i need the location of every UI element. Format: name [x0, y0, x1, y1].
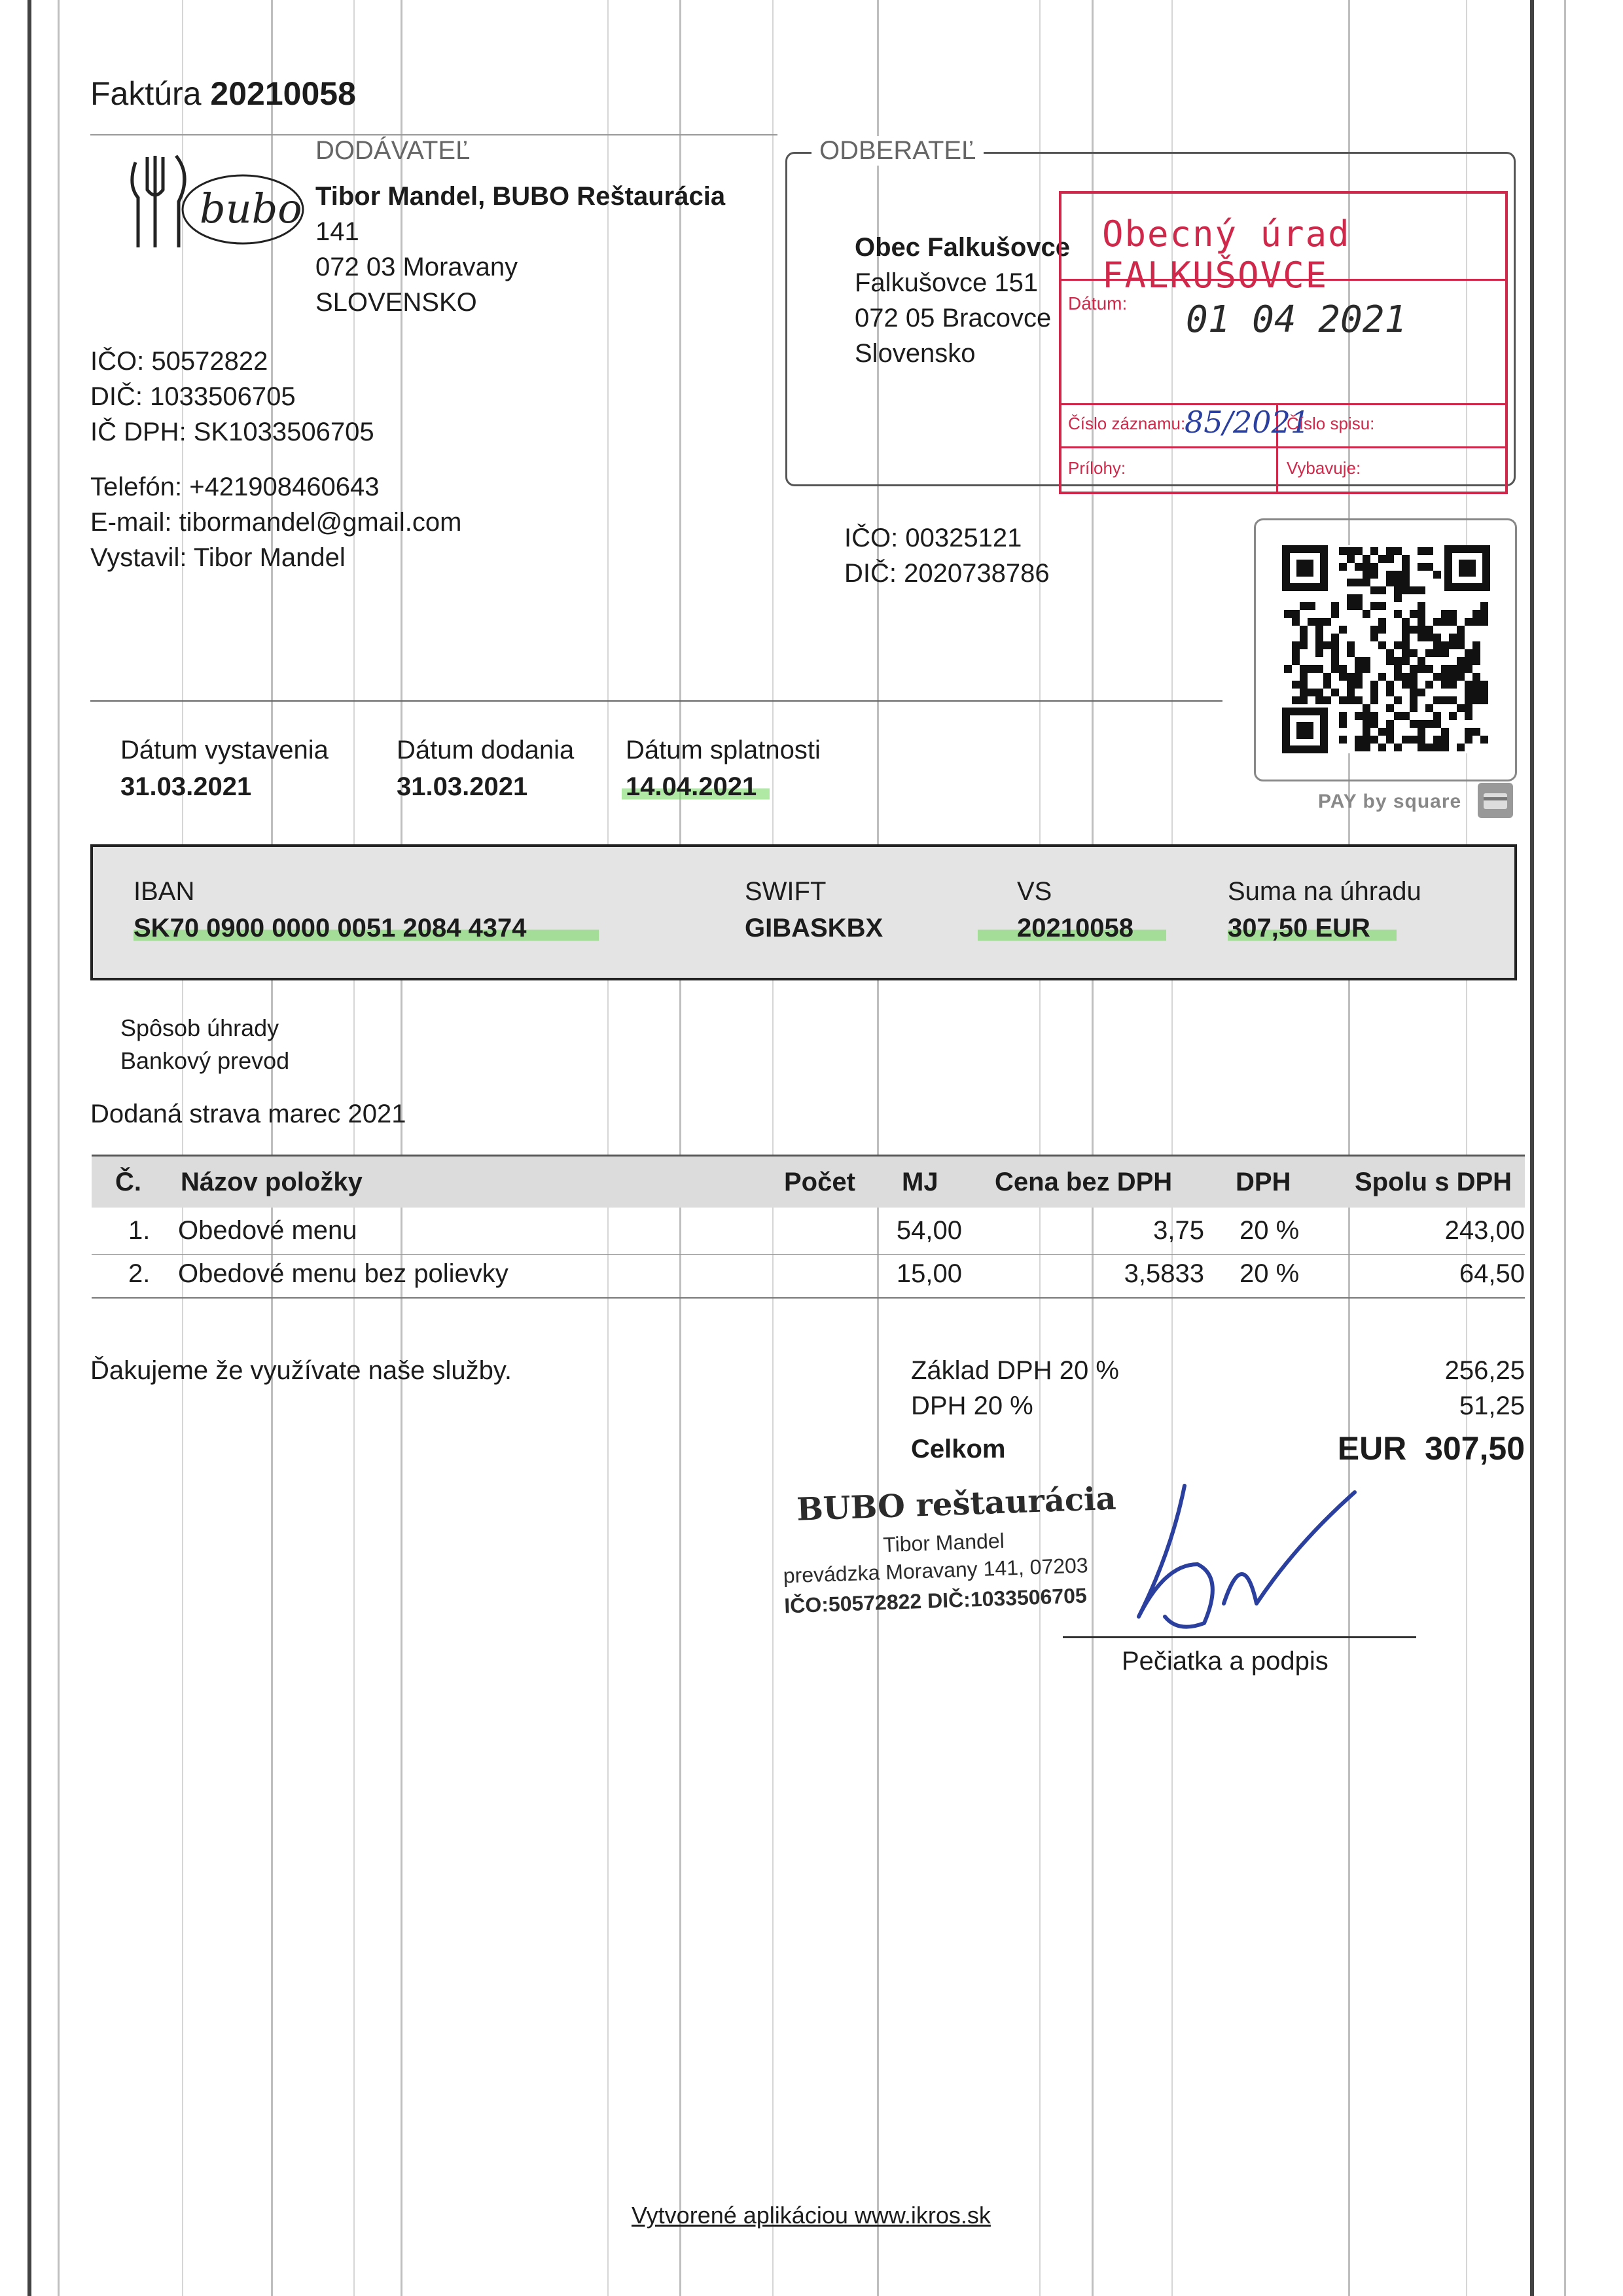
payment-method-label: Spôsob úhrady — [120, 1014, 279, 1041]
payment-box — [90, 844, 1517, 980]
row-qty: 15,00 — [896, 1259, 962, 1288]
iban-label: IBAN — [134, 877, 195, 906]
col-qty-header: Počet — [784, 1168, 855, 1196]
vat-base-value: 256,25 — [1444, 1356, 1525, 1385]
row-price: 3,75 — [1153, 1216, 1204, 1245]
payment-method-value: Bankový prevod — [120, 1047, 290, 1074]
supplier-street: 141 — [315, 217, 359, 246]
vs-label: VS — [1017, 877, 1052, 906]
customer-label: ODBERATEĽ — [812, 136, 984, 166]
logo-wordmark: bubo — [200, 185, 302, 232]
col-vat-header: DPH — [1236, 1168, 1291, 1196]
signature-label: Pečiatka a podpis — [1122, 1647, 1329, 1676]
thanks-text: Ďakujeme že využívate naše služby. — [90, 1356, 512, 1385]
stamp-date-label: Dátum: — [1068, 293, 1128, 314]
vat-base-label: Základ DPH 20 % — [911, 1356, 1119, 1385]
customer-country: Slovensko — [855, 339, 976, 368]
company-stamp — [776, 1479, 1147, 1636]
date-due-value: 14.04.2021 — [622, 772, 770, 802]
delivery-note: Dodaná strava marec 2021 — [90, 1100, 406, 1128]
stamp-handled-label: Vybavuje: — [1287, 458, 1361, 478]
supplier-dic: DIČ: 1033506705 — [90, 382, 296, 411]
col-price-header: Cena bez DPH — [995, 1168, 1173, 1196]
supplier-label: DODÁVATEĽ — [315, 136, 471, 165]
customer-street: Falkušovce 151 — [855, 268, 1039, 297]
row-total: 243,00 — [1444, 1216, 1525, 1245]
sum-label: Suma na úhradu — [1228, 877, 1421, 906]
stamp-file-label: Číslo spisu: — [1287, 414, 1375, 433]
swift-label: SWIFT — [745, 877, 827, 906]
stamp-attachments-label: Prílohy: — [1068, 458, 1126, 478]
stamp-record-value: 85/2021 — [1185, 404, 1310, 440]
row-number: 2. — [128, 1259, 151, 1288]
col-unit-header: MJ — [902, 1168, 938, 1196]
date-delivery-label: Dátum dodania — [397, 736, 575, 764]
qr-code-icon — [1282, 545, 1490, 753]
invoice-title — [90, 75, 356, 113]
date-due-label: Dátum splatnosti — [626, 736, 821, 764]
stamp-line-2: Tibor Mandel — [882, 1528, 1005, 1557]
col-number-header: Č. — [115, 1168, 141, 1196]
customer-name: Obec Falkušovce — [855, 233, 1071, 262]
card-icon — [1478, 783, 1513, 818]
stamp-line-1: BUBO reštaurácia — [796, 1480, 1117, 1528]
supplier-email: E-mail: tibormandel@gmail.com — [90, 508, 462, 537]
row-qty: 54,00 — [896, 1216, 962, 1245]
stamp-record-label: Číslo záznamu: — [1068, 414, 1186, 433]
row-price: 3,5833 — [1124, 1259, 1204, 1288]
stamp-line-3: prevádzka Moravany 141, 07203 — [783, 1553, 1089, 1588]
customer-dic: DIČ: 2020738786 — [844, 559, 1050, 588]
supplier-icdph: IČ DPH: SK1033506705 — [90, 418, 374, 446]
row-number: 1. — [128, 1216, 151, 1245]
supplier-phone: Telefón: +421908460643 — [90, 473, 380, 501]
date-issued-label: Dátum vystavenia — [120, 736, 329, 764]
bubo-logo — [108, 149, 304, 257]
iban-value: SK70 0900 0000 0051 2084 4374 — [134, 914, 599, 943]
row-vat: 20 % — [1240, 1259, 1300, 1288]
date-delivery-value: 31.03.2021 — [397, 772, 528, 801]
total-label: Celkom — [911, 1435, 1006, 1463]
vat-label: DPH 20 % — [911, 1391, 1033, 1420]
qr-frame — [1254, 518, 1517, 781]
stamp-title: Obecný úrad FALKUŠOVCE — [1102, 213, 1351, 296]
vat-value: 51,25 — [1459, 1391, 1525, 1420]
customer-city: 072 05 Bracovce — [855, 304, 1052, 332]
pay-by-square-caption: PAY by square — [1318, 791, 1462, 812]
total-value: EUR 307,50 — [1337, 1430, 1525, 1467]
vs-value: 20210058 — [978, 914, 1166, 943]
row-name: Obedové menu — [178, 1216, 357, 1245]
col-name-header: Názov položky — [181, 1168, 363, 1196]
supplier-name: Tibor Mandel, BUBO Reštaurácia — [315, 182, 726, 211]
invoice-title-prefix: Faktúra — [90, 75, 202, 112]
sum-value: 307,50 EUR — [1228, 914, 1397, 943]
supplier-country: SLOVENSKO — [315, 288, 477, 317]
col-total-header: Spolu s DPH — [1355, 1168, 1512, 1196]
swift-value: GIBASKBX — [745, 914, 883, 942]
stamp-date-value: 01 04 2021 — [1186, 298, 1407, 341]
supplier-ico: IČO: 50572822 — [90, 347, 268, 376]
received-stamp — [1059, 191, 1508, 494]
stamp-line-4: IČO:50572822 DIČ:1033506705 — [783, 1583, 1088, 1618]
customer-ico: IČO: 00325121 — [844, 524, 1022, 552]
footer-credit: Vytvorené aplikáciou www.ikros.sk — [632, 2202, 991, 2229]
date-issued-value: 31.03.2021 — [120, 772, 252, 801]
row-total: 64,50 — [1459, 1259, 1525, 1288]
issued-by: Vystavil: Tibor Mandel — [90, 543, 346, 572]
row-vat: 20 % — [1240, 1216, 1300, 1245]
supplier-city: 072 03 Moravany — [315, 253, 518, 281]
invoice-number: 20210058 — [210, 75, 356, 112]
row-name: Obedové menu bez polievky — [178, 1259, 508, 1288]
signature-icon — [1126, 1466, 1374, 1636]
